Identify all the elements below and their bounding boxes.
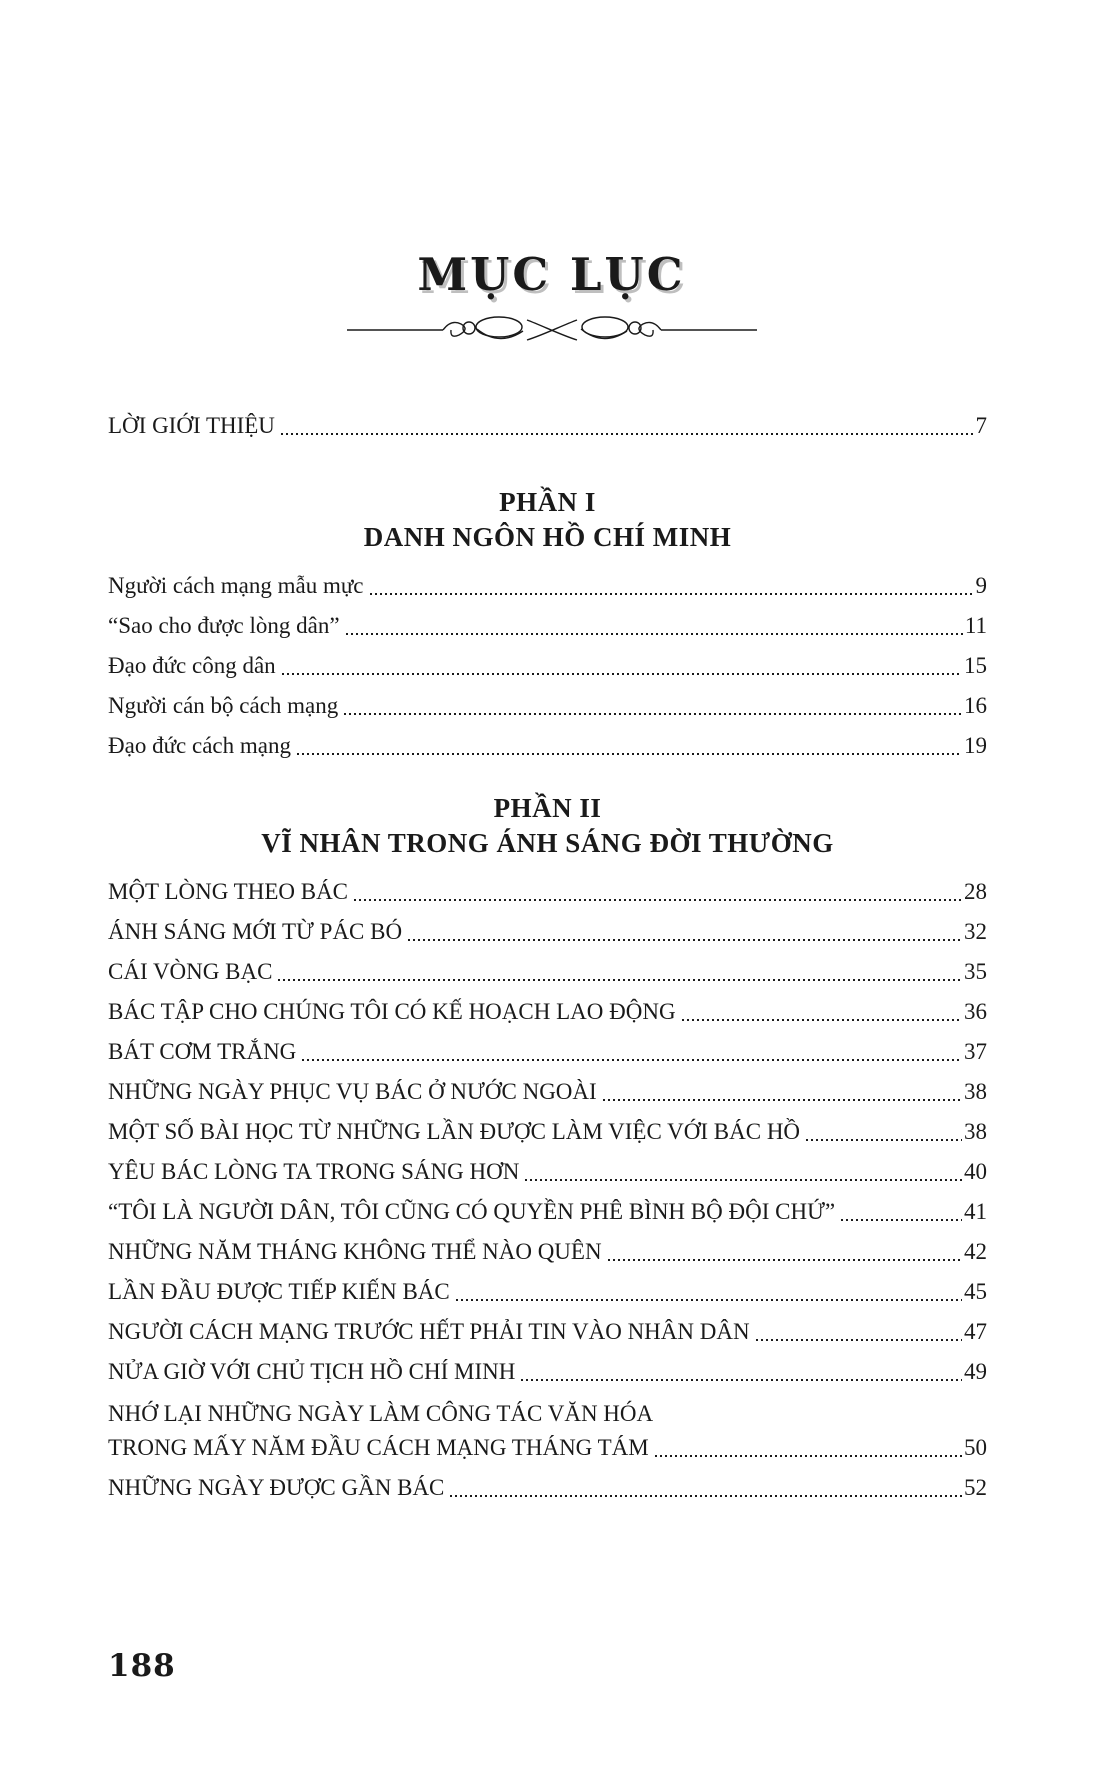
dot-leader	[603, 1099, 962, 1101]
toc-entry-label: BÁT CƠM TRẮNG	[108, 1039, 297, 1064]
toc-entry	[108, 1349, 987, 1389]
toc-entry-label: MỘT LÒNG THEO BÁC	[108, 879, 349, 904]
dot-leader	[450, 1495, 962, 1497]
toc-entry-page: 15	[964, 653, 987, 678]
toc-entry-label: NHỮNG NGÀY ĐƯỢC GẦN BÁC	[108, 1475, 445, 1500]
toc-entry-page: 38	[964, 1119, 987, 1144]
toc-entry	[108, 1269, 987, 1309]
toc-entry-page: 11	[964, 613, 987, 638]
toc-entry-page: 28	[964, 879, 987, 904]
toc-entry	[108, 949, 987, 989]
dot-leader	[841, 1219, 962, 1221]
dot-leader	[456, 1299, 962, 1301]
dot-leader	[354, 899, 962, 901]
toc-entry-label: Đạo đức cách mạng	[108, 733, 291, 758]
section-heading-part2	[108, 791, 987, 861]
toc-entry	[108, 643, 987, 683]
dot-leader	[344, 713, 962, 715]
dot-leader	[525, 1179, 962, 1181]
toc-entry	[108, 1109, 987, 1149]
toc-entry-page: 50	[964, 1435, 987, 1460]
toc-entry-page: 38	[964, 1079, 987, 1104]
toc-entry-label: Người cách mạng mẫu mực	[108, 573, 364, 598]
section-heading-line2: DANH NGÔN HỒ CHÍ MINH	[363, 522, 732, 552]
toc-entry	[108, 989, 987, 1029]
toc-entry	[108, 603, 987, 643]
folio-page-number: 188	[108, 1648, 176, 1684]
dot-leader	[281, 433, 974, 435]
toc-entries-part2	[108, 869, 987, 1505]
toc-entry-page: 41	[964, 1199, 987, 1224]
toc-entry	[108, 1465, 987, 1505]
toc-entry	[108, 723, 987, 763]
section-heading-line1: PHẦN I	[499, 487, 596, 517]
toc-entry-label: Người cán bộ cách mạng	[108, 693, 339, 718]
dot-leader	[806, 1139, 962, 1141]
dot-leader	[408, 939, 962, 941]
toc-entry-label: TRONG MẤY NĂM ĐẦU CÁCH MẠNG THÁNG TÁM	[108, 1435, 649, 1460]
page-title: MỤC LỤC	[417, 248, 686, 301]
toc-entry-label: ÁNH SÁNG MỚI TỪ PÁC BÓ	[108, 919, 403, 944]
toc-entry-label: NHỮNG NĂM THÁNG KHÔNG THỂ NÀO QUÊN	[108, 1239, 602, 1264]
toc-entry	[108, 1309, 987, 1349]
dot-leader	[370, 593, 974, 595]
toc-entry-label: LẦN ĐẦU ĐƯỢC TIẾP KIẾN BÁC	[108, 1279, 450, 1304]
toc-entry-page: 9	[975, 573, 987, 598]
dot-leader	[278, 979, 962, 981]
toc-entry-label: “Sao cho được lòng dân”	[108, 613, 340, 638]
dot-leader	[297, 753, 962, 755]
toc-entry	[108, 1069, 987, 1109]
toc-entry-page: 47	[964, 1319, 987, 1344]
toc-entry-page: 40	[964, 1159, 987, 1184]
toc-entry-page: 32	[964, 919, 987, 944]
toc-entry-label: YÊU BÁC LÒNG TA TRONG SÁNG HƠN	[108, 1159, 520, 1184]
section-heading-line1: PHẦN II	[493, 793, 602, 823]
toc-entry-page: 45	[964, 1279, 987, 1304]
toc-entry-page: 49	[964, 1359, 987, 1384]
toc-entry-page: 37	[964, 1039, 987, 1064]
toc-entry	[108, 403, 987, 443]
toc-entry-page: 52	[964, 1475, 987, 1500]
dot-leader	[608, 1259, 962, 1261]
dot-leader	[655, 1455, 962, 1457]
dot-leader	[521, 1379, 962, 1381]
dot-leader	[302, 1059, 962, 1061]
toc-entries-part1	[108, 563, 987, 763]
dot-leader	[282, 673, 962, 675]
toc-entry-label: CÁI VÒNG BẠC	[108, 959, 273, 984]
ornament-flourish-icon	[0, 313, 1103, 347]
toc-entry	[108, 563, 987, 603]
toc-entry-label: Đạo đức công dân	[108, 653, 276, 678]
toc-entry	[108, 1229, 987, 1269]
toc-entry	[108, 909, 987, 949]
toc-entry-label: NHỮNG NGÀY PHỤC VỤ BÁC Ở NƯỚC NGOÀI	[108, 1079, 597, 1104]
toc-entry-page: 19	[964, 733, 987, 758]
toc-content	[0, 403, 1103, 1505]
toc-entry-label: MỘT SỐ BÀI HỌC TỪ NHỮNG LẦN ĐƯỢC LÀM VIỆC VỚI BÁC HỒ	[108, 1119, 801, 1144]
section-heading-part1	[108, 485, 987, 555]
toc-entry	[108, 1029, 987, 1069]
toc-entry-label: BÁC TẬP CHO CHÚNG TÔI CÓ KẾ HOẠCH LAO ĐỘNG	[108, 999, 676, 1024]
toc-entry-page: 16	[964, 693, 987, 718]
toc-entry-label: “TÔI LÀ NGƯỜI DÂN, TÔI CŨNG CÓ QUYỀN PHÊ BÌNH BỘ ĐỘI CHỨ”	[108, 1199, 836, 1224]
dot-leader	[756, 1339, 962, 1341]
toc-entry-page: 35	[964, 959, 987, 984]
toc-entry	[108, 1149, 987, 1189]
toc-entry	[108, 869, 987, 909]
toc-entry-page: 42	[964, 1239, 987, 1264]
toc-entry-page: 36	[964, 999, 987, 1024]
toc-entry-page: 7	[975, 413, 987, 438]
toc-entry-label: LỜI GIỚI THIỆU	[108, 413, 275, 438]
toc-entry	[108, 1189, 987, 1229]
section-heading-line2: VĨ NHÂN TRONG ÁNH SÁNG ĐỜI THƯỜNG	[261, 828, 834, 858]
toc-entry-label: NGƯỜI CÁCH MẠNG TRƯỚC HẾT PHẢI TIN VÀO NHÂN DÂN	[108, 1319, 750, 1344]
toc-entry-label: NỬA GIỜ VỚI CHỦ TỊCH HỒ CHÍ MINH	[108, 1359, 516, 1384]
dot-leader	[682, 1019, 962, 1021]
toc-entry	[108, 1431, 987, 1465]
dot-leader	[346, 633, 963, 635]
toc-entry-label: NHỚ LẠI NHỮNG NGÀY LÀM CÔNG TÁC VĂN HÓA	[108, 1401, 654, 1426]
toc-entry	[108, 683, 987, 723]
